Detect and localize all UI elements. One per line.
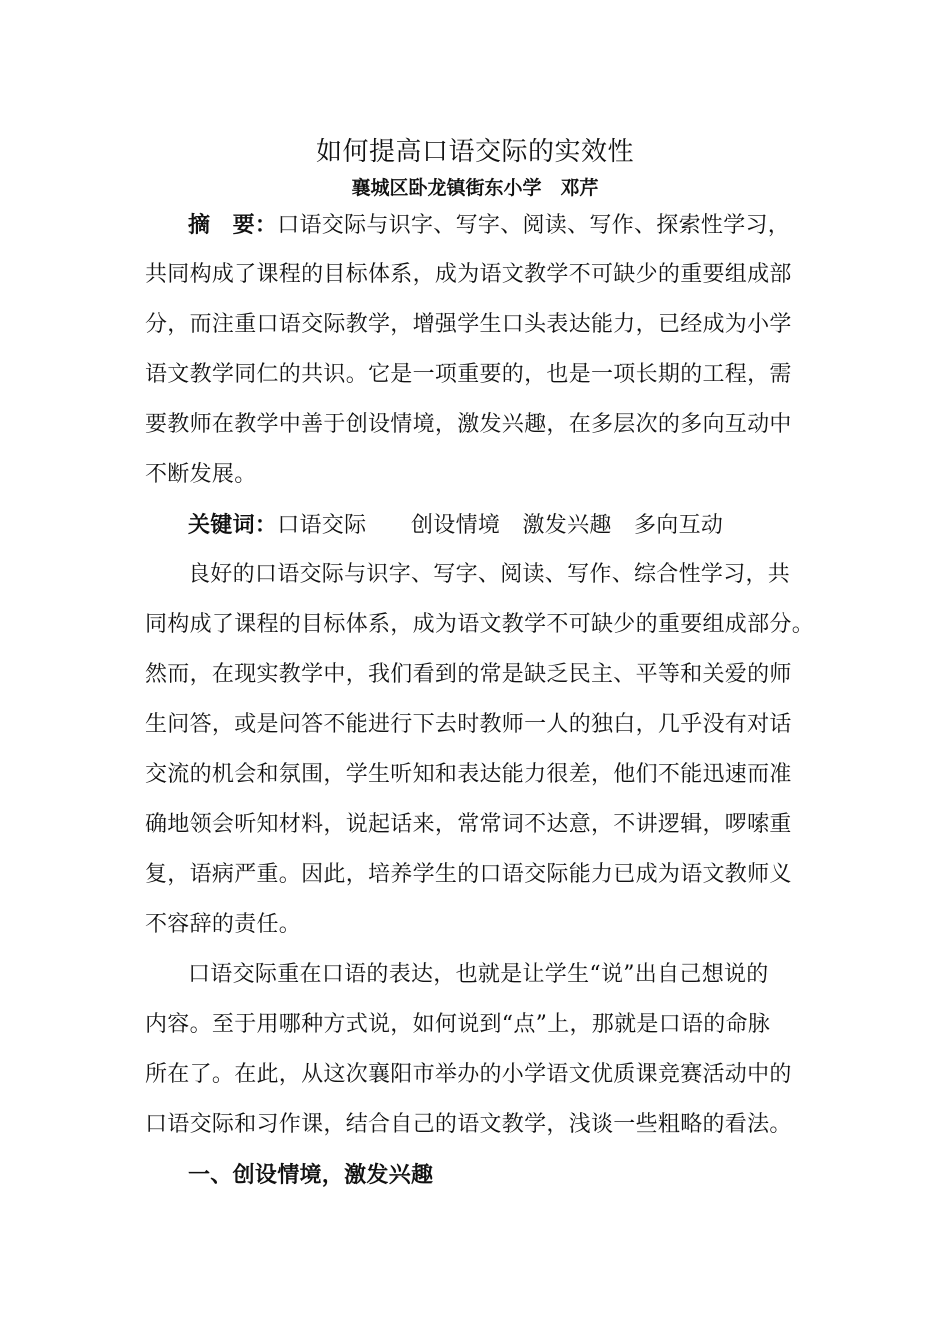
body-line: 复，语病严重。因此，培养学生的口语交际能力已成为语文教师义	[145, 862, 792, 887]
body-line: 同构成了课程的目标体系，成为语文教学不可缺少的重要组成部分。	[145, 612, 815, 637]
body-line: 口语交际重在口语的表达，也就是让学生“说”出自己想说的	[188, 962, 769, 987]
abstract-text: 口语交际与识字、写字、阅读、写作、探索性学习，	[277, 213, 791, 238]
body-line: 不容辞的责任。	[145, 912, 302, 937]
abstract-line: 语文教学同仁的共识。它是一项重要的，也是一项长期的工程，需	[145, 362, 792, 387]
abstract-line: 要教师在教学中善于创设情境，激发兴趣，在多层次的多向互动中	[145, 412, 792, 437]
body-line: 生问答，或是问答不能进行下去时教师一人的独白，几乎没有对话	[145, 712, 792, 737]
abstract-line: 共同构成了课程的目标体系，成为语文教学不可缺少的重要组成部	[145, 262, 792, 287]
keywords-line	[188, 510, 868, 541]
keywords-label: 关键词：	[188, 512, 278, 538]
body-line: 交流的机会和氛围，学生听知和表达能力很差，他们不能迅速而准	[145, 762, 792, 787]
body-line: 然而，在现实教学中，我们看到的常是缺乏民主、平等和关爱的师	[145, 662, 792, 687]
abstract-line: 分，而注重口语交际教学，增强学生口头表达能力，已经成为小学	[145, 312, 792, 337]
body-line: 所在了。在此，从这次襄阳市举办的小学语文优质课竞赛活动中的	[145, 1062, 792, 1087]
body-line: 内容。至于用哪种方式说，如何说到“点”上，那就是口语的命脉	[145, 1012, 771, 1037]
section-heading: 一、创设情境，激发兴趣	[188, 1162, 434, 1188]
author-line: 襄城区卧龙镇街东小学 邓芹	[351, 177, 599, 199]
abstract-label: 摘 要：	[188, 212, 278, 238]
body-line: 良好的口语交际与识字、写字、阅读、写作、综合性学习，共	[188, 562, 791, 587]
body-line: 口语交际和习作课，结合自己的语文教学，浅谈一些粗略的看法。	[145, 1112, 792, 1137]
keywords-text: 口语交际 创设情境 激发兴趣 多向互动	[277, 513, 724, 538]
body-line: 确地领会听知材料，说起话来，常常词不达意，不讲逻辑，啰嗦重	[145, 812, 792, 837]
abstract-line	[188, 210, 868, 241]
abstract-line: 不断发展。	[145, 462, 257, 487]
document-title: 如何提高口语交际的实效性	[315, 137, 634, 167]
